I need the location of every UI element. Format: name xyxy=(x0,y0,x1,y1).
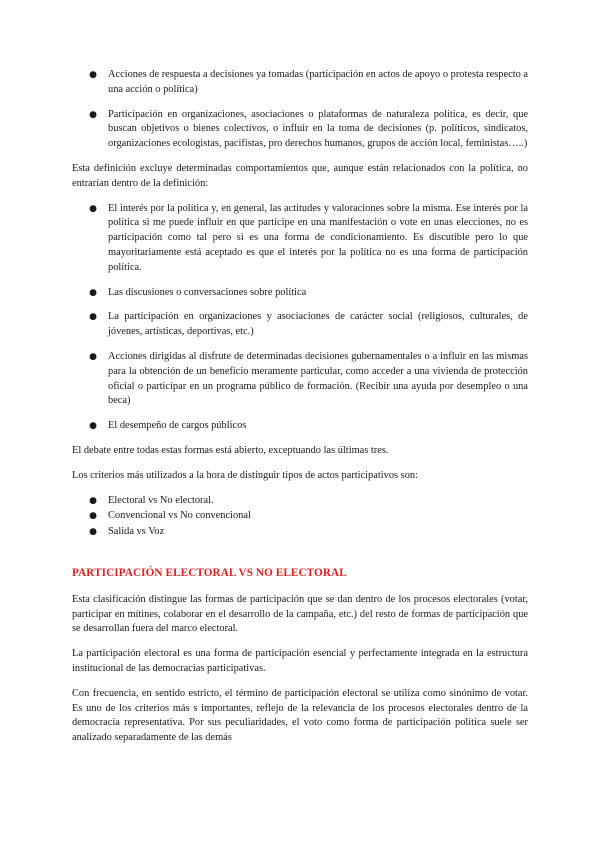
list-item xyxy=(72,108,528,152)
section-paragraph: Esta clasificación distingue las formas de participación que se dan dentro de los procesos electorales (votar, participar en mítines, colaborar en el desarrollo de la campaña, etc.) del resto de formas de participación que se desarrollan fuera del marco electoral. xyxy=(72,593,528,635)
debate-paragraph: El debate entre todas estas formas está abierto, exceptuando las últimas tres. xyxy=(72,444,389,456)
criteria-intro-paragraph: Los criterios más utilizados a la hora de distinguir tipos de actos participativos son: xyxy=(72,469,418,481)
document-body xyxy=(72,68,528,756)
list-item-text: Salida vs Voz xyxy=(108,526,165,538)
bullet-icon: ● xyxy=(89,351,97,362)
bullet-icon: ● xyxy=(89,421,97,432)
bullet-icon: ● xyxy=(89,203,97,214)
top-bullet-list xyxy=(72,68,528,152)
list-item-text: Participación en organizaciones, asociaciones o plataformas de naturaleza política, es decir, que buscan objetivos o bienes colectivos, o influir en la toma de decisiones (p. políticos, sindicatos, organizaciones ecologistas, pacifistas, pro derechos humanos, grupos de acción local, feministas…..) xyxy=(108,108,528,150)
list-item-text: La participación en organizaciones y asociaciones de carácter social (religiosos, culturales, de jóvenes, artísticas, deportivas, etc.) xyxy=(108,311,528,338)
bullet-icon: ● xyxy=(89,109,97,120)
section-paragraph: Con frecuencia, en sentido estricto, el término de participación electoral se utiliza como sinónimo de votar. Es uno de los criterios más s importantes, reflejo de la relevancia de los procesos electorales dentro de la democracia representativa. Por sus peculiaridades, el voto como forma de participación política suele ser analizado separadamente de las demás xyxy=(72,687,528,744)
bullet-icon: ● xyxy=(89,287,97,298)
list-item xyxy=(72,350,528,409)
bullet-icon: ● xyxy=(89,495,97,506)
list-item-text: El desempeño de cargos públicos xyxy=(108,420,247,432)
list-item xyxy=(72,68,528,98)
list-item-text: Acciones dirigidas al disfrute de determinadas decisiones gubernamentales o a influir en las mismas para la obtención de un beneficio meramente particular, como acceder a una vivienda de protección oficial o participar en un programa público de formación. (Recibir una ayuda por desempleo o una beca) xyxy=(108,350,528,407)
list-item xyxy=(72,286,528,301)
list-item-text: Las discusiones o conversaciones sobre política xyxy=(108,286,307,298)
list-item xyxy=(72,310,528,340)
bullet-icon: ● xyxy=(89,70,97,80)
list-item-text: Electoral vs No electoral. xyxy=(108,494,214,506)
bullet-icon: ● xyxy=(89,527,97,538)
bullet-icon: ● xyxy=(89,312,97,323)
list-item xyxy=(72,509,528,524)
list-item xyxy=(72,494,528,509)
bullet-icon: ● xyxy=(89,511,97,522)
list-item-text: Convencional vs No convencional xyxy=(108,510,251,522)
section-paragraph: La participación electoral es una forma de participación esencial y perfectamente integrada en la estructura institucional de las democracias participativas. xyxy=(72,648,528,674)
list-item xyxy=(72,525,528,540)
list-item-text: Acciones de respuesta a decisiones ya tomadas (participación en actos de apoyo o protesta respecto a una acción o política) xyxy=(108,69,528,95)
list-item-text: El interés por la política y, en general, las actitudes y valoraciones sobre la misma. Ese interés por la política si me puede influir en que participe en una manifestación o vote en unas elecciones, no es participación como tal pero si es una forma de condicionamiento. Es discutible pero lo que mayoritariamente está aceptado es que el interés por la política no es una forma de participación política. xyxy=(108,202,528,273)
exclusion-intro-paragraph: Esta definición excluye determinadas comportamientos que, aunque están relacionados con la política, no entrarían dentro de la definición: xyxy=(72,162,528,189)
list-item xyxy=(72,419,528,434)
list-item xyxy=(72,202,528,276)
criteria-bullet-list xyxy=(72,494,528,540)
section-heading: PARTICIPACIÓN ELECTORAL VS NO ELECTORAL xyxy=(72,566,347,579)
exclusion-bullet-list xyxy=(72,202,528,434)
